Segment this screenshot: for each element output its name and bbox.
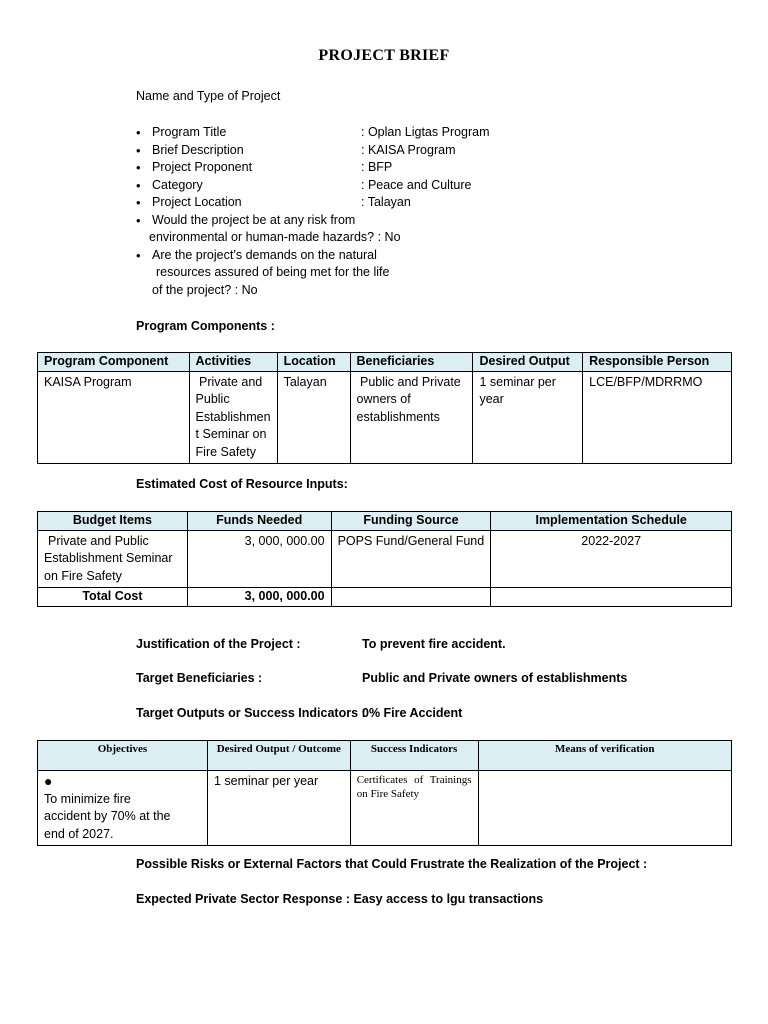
column-header: Activities	[189, 353, 277, 372]
objectives-table	[37, 740, 732, 846]
column-header: Location	[277, 353, 350, 372]
table-header-row	[38, 741, 732, 771]
column-header: Desired Output	[473, 353, 583, 372]
column-header: Program Component	[38, 353, 190, 372]
bullet-icon: ●	[44, 773, 53, 789]
column-header: Means of verification	[478, 741, 732, 771]
beneficiaries-cell: Public and Private owners of establishments	[350, 371, 473, 464]
objective-cell: ● To minimize fire accident by 70% at the end of 2027.	[38, 771, 208, 846]
target-outputs-row: Target Outputs or Success Indicators :0% Fire Accident	[136, 706, 463, 720]
total-label: Total Cost	[38, 588, 188, 607]
justification-row: Justification of the Project : To prevent fire accident.	[136, 637, 506, 651]
column-header: Budget Items	[38, 512, 188, 531]
table-row	[38, 371, 732, 464]
funds-cell: 3, 000, 000.00	[187, 530, 331, 588]
verification-cell	[478, 771, 732, 846]
private-sector-response: Expected Private Sector Response : Easy access to lgu transactions	[136, 892, 544, 906]
funding-source-cell: POPS Fund/General Fund	[331, 530, 491, 588]
section-name-type: Name and Type of Project	[136, 89, 281, 103]
output-cell: 1 seminar per year	[473, 371, 583, 464]
section-estimated-cost: Estimated Cost of Resource Inputs:	[136, 477, 348, 491]
target-beneficiaries-row: Target Beneficiaries : Public and Private owners of establishments	[136, 671, 628, 685]
project-fields-list	[136, 124, 556, 299]
budget-item-cell: Private and Public Establishment Seminar on Fire Safety	[38, 530, 188, 588]
table-header-row	[38, 353, 732, 372]
field-project-proponent: • Project Proponent : BFP	[136, 159, 556, 177]
total-funds: 3, 000, 000.00	[187, 588, 331, 607]
table-header-row	[38, 512, 732, 531]
schedule-cell: 2022-2027	[491, 530, 732, 588]
column-header: Funds Needed	[187, 512, 331, 531]
risk-question: • Would the project be at any risk from environmental or human-made hazards? : No	[136, 212, 556, 247]
empty-cell	[491, 588, 732, 607]
total-row	[38, 588, 732, 607]
field-brief-description: • Brief Description : KAISA Program	[136, 142, 556, 160]
page-title: PROJECT BRIEF	[318, 47, 450, 64]
column-header: Beneficiaries	[350, 353, 473, 372]
column-header: Responsible Person	[583, 353, 732, 372]
field-category: • Category : Peace and Culture	[136, 177, 556, 195]
demand-question: • Are the project’s demands on the natural resources assured of being met for the life of the project? : No	[136, 247, 556, 300]
field-project-location: • Project Location : Talayan	[136, 194, 556, 212]
cost-table	[37, 511, 732, 607]
activities-cell: Private and Public Establishmen t Seminar on Fire Safety	[189, 371, 277, 464]
responsible-cell: LCE/BFP/MDRRMO	[583, 371, 732, 464]
column-header: Funding Source	[331, 512, 491, 531]
possible-risks: Possible Risks or External Factors that Could Frustrate the Realization of the Project :	[136, 857, 648, 871]
column-header: Objectives	[38, 741, 208, 771]
program-components-table	[37, 352, 732, 464]
component-cell: KAISA Program	[38, 371, 190, 464]
column-header: Desired Output / Outcome	[207, 741, 350, 771]
column-header: Success Indicators	[350, 741, 478, 771]
desired-output-cell: 1 seminar per year	[207, 771, 350, 846]
success-indicator-cell: Certificates of Trainings on Fire Safety	[350, 771, 478, 846]
field-program-title: • Program Title : Oplan Ligtas Program	[136, 124, 556, 142]
table-row	[38, 530, 732, 588]
empty-cell	[331, 588, 491, 607]
table-row	[38, 771, 732, 846]
section-program-components: Program Components :	[136, 319, 275, 333]
location-cell: Talayan	[277, 371, 350, 464]
column-header: Implementation Schedule	[491, 512, 732, 531]
